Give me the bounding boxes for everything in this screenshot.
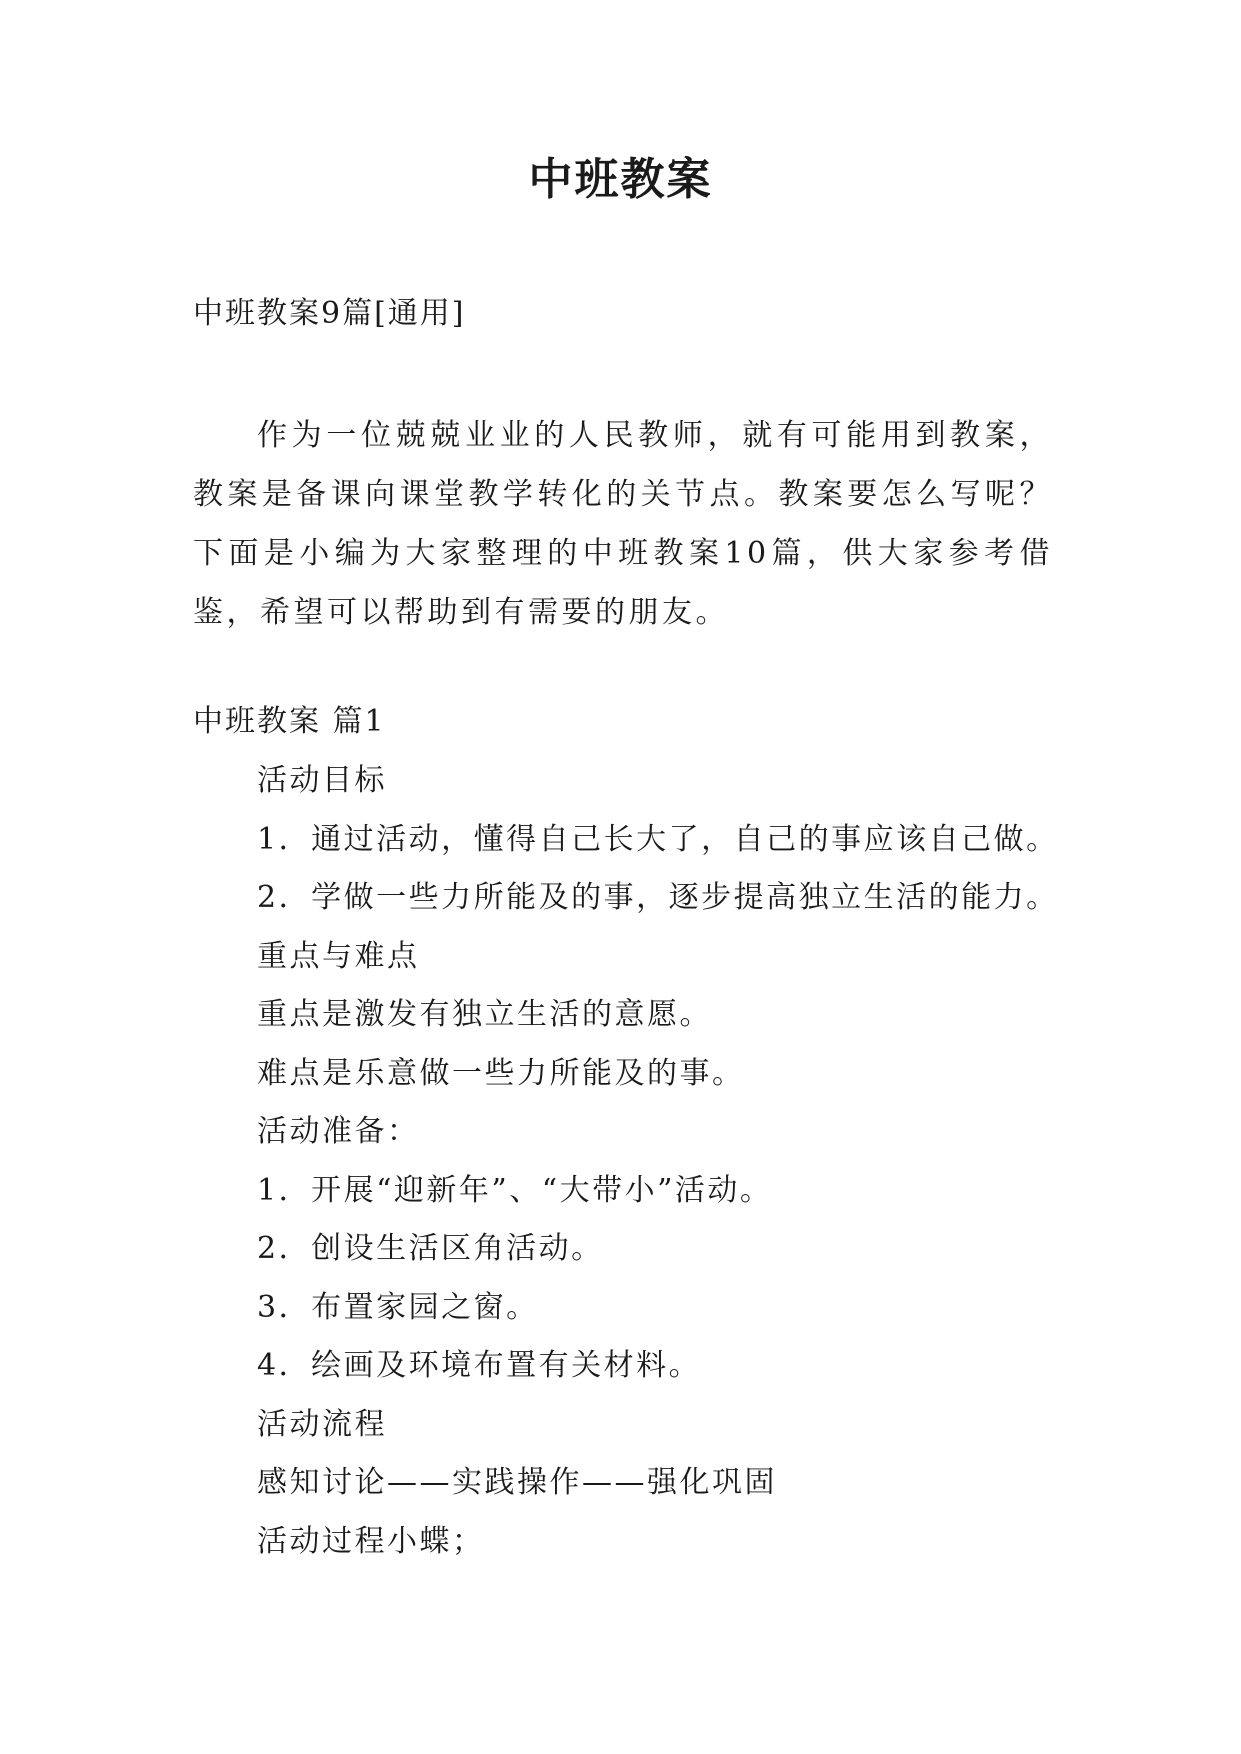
intro-paragraph: 作为一位兢兢业业的人民教师，就有可能用到教案，教案是备课向课堂教学转化的关节点。教案要怎么写呢？下面是小编为大家整理的中班教案10篇，供大家参考借鉴，希望可以帮助到有需要的朋友。 [193, 418, 1053, 630]
text-line: 感知讨论——实践操作——强化巩固 [257, 1465, 777, 1500]
document-title: 中班教案 [528, 154, 713, 205]
text-line: 活动目标 [257, 763, 387, 798]
text-line: 活动过程小蝶； [257, 1523, 485, 1559]
text-line: 1．通过活动，懂得自己长大了，自己的事应该自己做。 [257, 821, 1059, 857]
text-line: 难点是乐意做一些力所能及的事。 [257, 1055, 745, 1091]
text-line: 活动流程 [257, 1406, 387, 1442]
section-body [257, 752, 1217, 1571]
text-line: 2．学做一些力所能及的事，逐步提高独立生活的能力。 [257, 880, 1059, 915]
text-line: 重点是激发有独立生活的意愿。 [257, 997, 712, 1032]
section-heading: 中班教案 篇1 [193, 704, 386, 739]
text-line: 1．开展“迎新年”、“大带小”活动。 [257, 1172, 773, 1208]
document-subtitle: 中班教案9篇[通用] [193, 296, 466, 331]
text-line: 2．创设生活区角活动。 [257, 1231, 604, 1266]
text-line: 活动准备： [257, 1114, 420, 1149]
text-line: 重点与难点 [257, 938, 420, 974]
text-line: 3．布置家园之窗。 [257, 1289, 539, 1325]
text-line: 4．绘画及环境布置有关材料。 [257, 1348, 702, 1383]
